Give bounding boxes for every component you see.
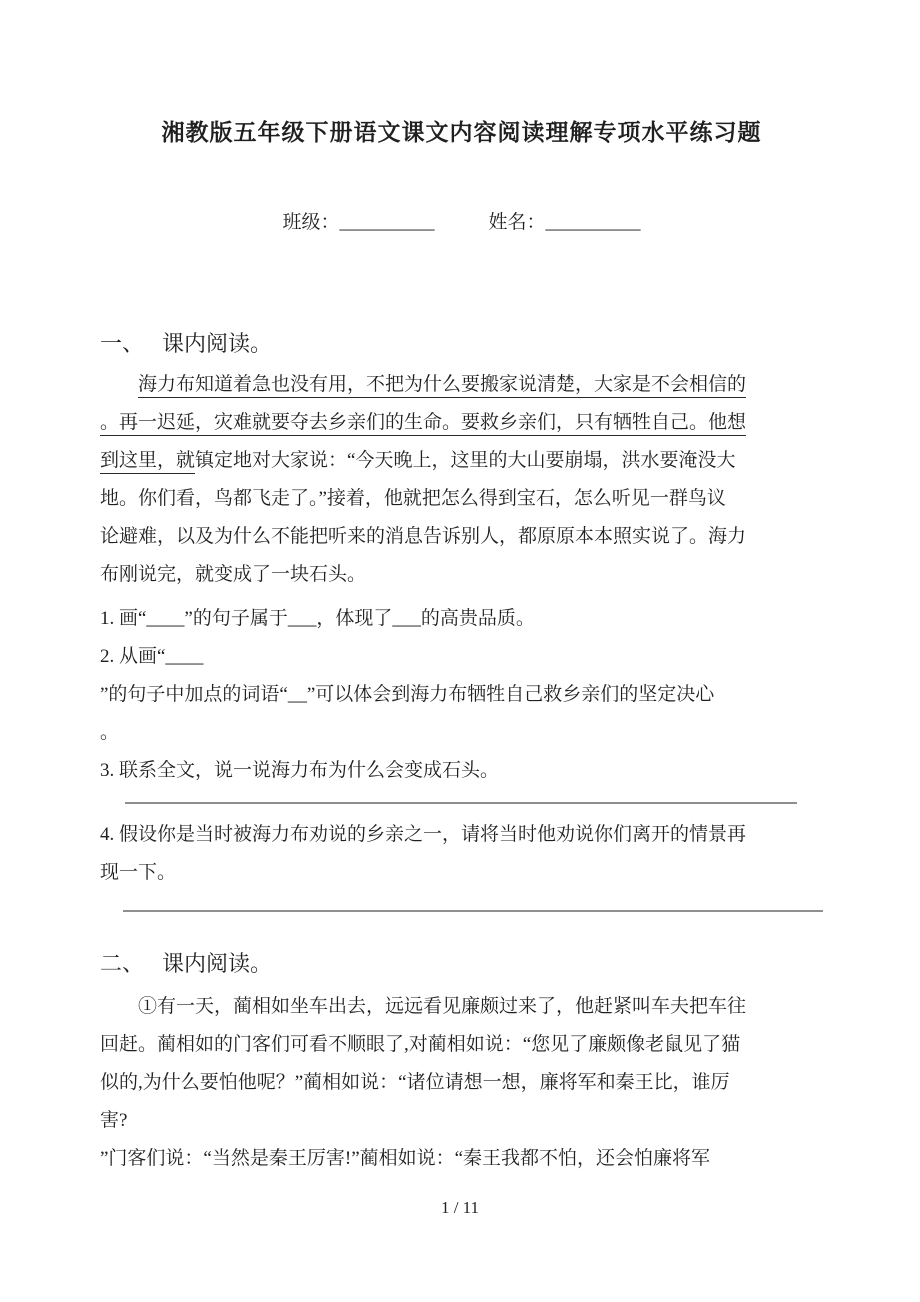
underlined-text: 海力布知道着急也没有用，不把为什么要搬家说清楚，大家是不会相信的 [138, 374, 746, 398]
page-number: 1 / 11 [440, 1198, 480, 1217]
section-2-heading [100, 948, 823, 980]
text-line: 似的,为什么要怕他呢？”蔺相如说：“诸位请想一想，廉将军和秦王比，谁厉 [100, 1072, 730, 1093]
section-1-passage [100, 366, 823, 594]
class-blank-field[interactable]: __________ [339, 212, 435, 233]
section-1-heading-label: 课内阅读。 [162, 331, 273, 356]
text-line: 1. 画“____”的句子属于___，体现了___的高贵品质。 [100, 608, 535, 629]
text-line: 论避难，以及为什么不能把听来的消息告诉别人，都原原本本照实说了。海力 [100, 526, 747, 547]
section-2 [100, 948, 823, 1178]
text-line: ”的句子中加点的词语“__”可以体会到海力布牺牲自己救乡亲们的坚定决心 [100, 684, 715, 705]
text-line [100, 442, 823, 480]
section-1-questions [100, 600, 823, 912]
answer-blank-line[interactable] [123, 910, 823, 912]
answer-blank-line[interactable] [125, 802, 797, 804]
text-line: 回赶。蔺相如的门客们可看不顺眼了,对蔺相如说：“您见了廉颇像老鼠见了猫 [100, 1034, 741, 1055]
section-2-heading-label: 课内阅读。 [162, 951, 273, 976]
text-line: 。 [100, 722, 120, 743]
student-info-row [100, 210, 823, 236]
section-2-number: 二、 [100, 951, 145, 976]
underlined-text: 到这里，就 [100, 450, 195, 474]
section-1-heading [100, 328, 823, 360]
underlined-text: 。再一迟延，灾难就要夺去乡亲们的生命。要救乡亲们，只有牺牲自己。他想 [100, 412, 746, 436]
text-line: 现一下。 [100, 862, 177, 883]
text-line: ”门客们说：“当然是秦王厉害!”蔺相如说：“秦王我都不怕，还会怕廉将军 [100, 1148, 711, 1169]
class-field-group [282, 210, 434, 236]
text-line [100, 366, 823, 404]
text-line [100, 988, 823, 1026]
section-1-number: 一、 [100, 331, 145, 356]
text-line: 地。你们看，鸟都飞走了。”接着，他就把怎么得到宝石，怎么听见一群鸟议 [100, 488, 726, 509]
name-blank-field[interactable]: __________ [545, 212, 641, 233]
plain-text: ①有一天，蔺相如坐车出去，远远看见廉颇过来了，他赶紧叫车夫把车往 [138, 996, 747, 1017]
plain-text: 镇定地对大家说：“今天晚上，这里的大山要崩塌，洪水要淹没大 [195, 450, 736, 471]
text-line [100, 404, 823, 442]
section-2-passage [100, 988, 823, 1178]
text-line: 3. 联系全文，说一说海力布为什么会变成石头。 [100, 760, 500, 781]
text-line: 2. 从画“____ [100, 646, 204, 667]
text-line: 布刚说完，就变成了一块石头。 [100, 564, 367, 585]
text-line: 4. 假设你是当时被海力布劝说的乡亲之一，请将当时他劝说你们离开的情景再 [100, 824, 747, 845]
section-1 [100, 328, 823, 912]
name-field-group [489, 210, 641, 236]
class-label: 班级： [282, 212, 340, 233]
text-line: 害? [100, 1110, 128, 1131]
page-title: 湘教版五年级下册语文课文内容阅读理解专项水平练习题 [161, 120, 762, 145]
name-label: 姓名： [488, 212, 546, 233]
